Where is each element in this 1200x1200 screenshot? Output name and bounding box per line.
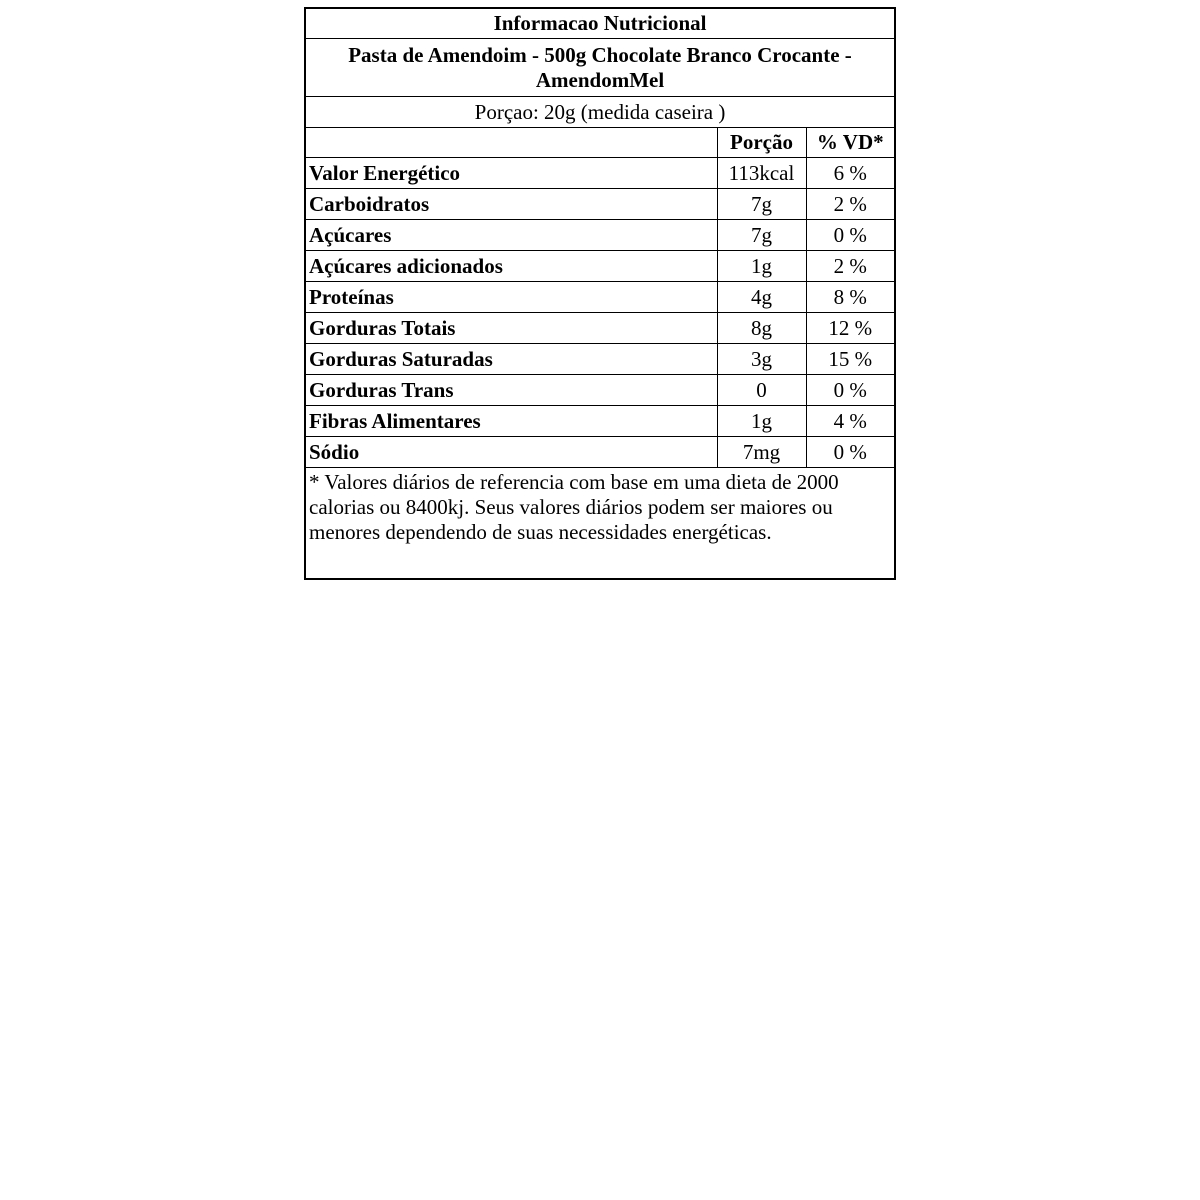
- nutrient-label: Carboidratos: [305, 189, 717, 220]
- table-row-gorduras-trans: [305, 375, 895, 406]
- nutrient-porcao-value: 4g: [717, 282, 806, 313]
- nutrient-label: Fibras Alimentares: [305, 406, 717, 437]
- column-header-porcao: Porção: [717, 128, 806, 158]
- footnote-row: [305, 468, 895, 579]
- nutrient-label: Valor Energético: [305, 158, 717, 189]
- title-row: [305, 8, 895, 39]
- nutrient-vd-value: 0 %: [806, 220, 895, 251]
- nutrient-porcao-value: 1g: [717, 406, 806, 437]
- table-row-gorduras-saturadas: [305, 344, 895, 375]
- table-row-carboidratos: [305, 189, 895, 220]
- nutrient-porcao-value: 3g: [717, 344, 806, 375]
- nutrient-porcao-value: 7mg: [717, 437, 806, 468]
- serving-row: [305, 97, 895, 128]
- nutrient-label: Açúcares adicionados: [305, 251, 717, 282]
- nutrient-porcao-value: 1g: [717, 251, 806, 282]
- footnote: * Valores diários de referencia com base em uma dieta de 2000 calorias ou 8400kj. Seus valores diários podem ser maiores ou menores dependendo de suas necessidades energéticas.: [305, 468, 895, 579]
- nutrient-porcao-value: 113kcal: [717, 158, 806, 189]
- nutrient-label: Gorduras Totais: [305, 313, 717, 344]
- nutrient-porcao-value: 8g: [717, 313, 806, 344]
- table-row-acucares: [305, 220, 895, 251]
- nutrition-facts-table: [304, 7, 896, 580]
- product-name: Pasta de Amendoim - 500g Chocolate Branco Crocante - AmendomMel: [305, 39, 895, 97]
- nutrient-vd-value: 0 %: [806, 437, 895, 468]
- nutrient-vd-value: 2 %: [806, 251, 895, 282]
- serving-size: Porçao: 20g (medida caseira ): [305, 97, 895, 128]
- nutrient-label: Sódio: [305, 437, 717, 468]
- column-header-vd: % VD*: [806, 128, 895, 158]
- nutrient-porcao-value: 7g: [717, 220, 806, 251]
- nutrient-vd-value: 12 %: [806, 313, 895, 344]
- table-title: Informacao Nutricional: [305, 8, 895, 39]
- nutrient-vd-value: 8 %: [806, 282, 895, 313]
- column-header-row: [305, 128, 895, 158]
- nutrient-vd-value: 4 %: [806, 406, 895, 437]
- table-row-sodio: [305, 437, 895, 468]
- nutrient-porcao-value: 7g: [717, 189, 806, 220]
- nutrient-label: Gorduras Saturadas: [305, 344, 717, 375]
- table-row-fibras-alimentares: [305, 406, 895, 437]
- table-row-acucares-adicionados: [305, 251, 895, 282]
- nutrient-porcao-value: 0: [717, 375, 806, 406]
- nutrient-label: Proteínas: [305, 282, 717, 313]
- table-row-proteinas: [305, 282, 895, 313]
- nutrient-vd-value: 15 %: [806, 344, 895, 375]
- nutrient-vd-value: 0 %: [806, 375, 895, 406]
- table-row-gorduras-totais: [305, 313, 895, 344]
- nutrient-vd-value: 6 %: [806, 158, 895, 189]
- nutrient-vd-value: 2 %: [806, 189, 895, 220]
- nutrient-label: Açúcares: [305, 220, 717, 251]
- nutrient-label: Gorduras Trans: [305, 375, 717, 406]
- empty-header-cell: [305, 128, 717, 158]
- product-row: [305, 39, 895, 97]
- table-row-valor-energetico: [305, 158, 895, 189]
